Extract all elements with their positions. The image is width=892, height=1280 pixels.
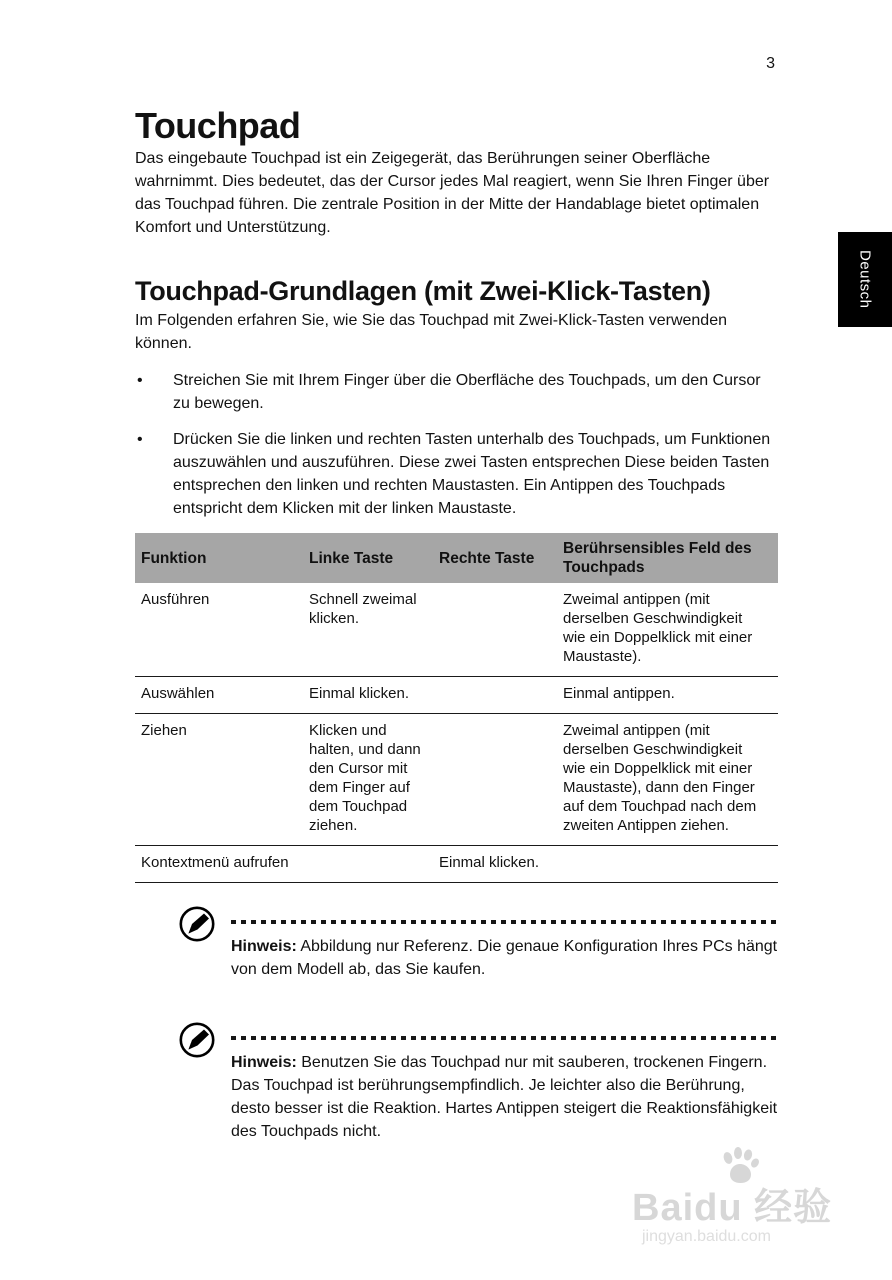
table-header-linke-taste: Linke Taste — [303, 533, 433, 583]
table-cell: Klicken und halten, und dann den Cursor mit dem Finger auf dem Touchpad ziehen. — [303, 714, 433, 846]
bullet-item-text: Drücken Sie die linken und rechten Tasten unterhalb des Touchpads, um Funktionen auszuwählen und auszuführen. Diese zwei Tasten entsprechen Diese beiden Tasten entsprechen den linken und rechten Maustasten. Ein Antippen des Touchpads entspricht dem Klicken mit der linken Maustaste. — [173, 431, 771, 518]
note-block — [135, 905, 778, 997]
table-cell: Kontextmenü aufrufen — [135, 846, 303, 883]
table-row — [135, 677, 778, 714]
table-header-beruehrsensibles-feld: Berührsensibles Feld des Touchpads — [557, 533, 778, 583]
section-intro-paragraph: Im Folgenden erfahren Sie, wie Sie das Touchpad mit Zwei-Klick-Tasten verwenden können. — [135, 312, 727, 353]
table-row — [135, 846, 778, 883]
page-number: 3 — [766, 55, 775, 72]
table-cell — [433, 677, 557, 714]
table-cell: Auswählen — [135, 677, 303, 714]
note-dotted-rule — [231, 920, 778, 924]
table-cell: Einmal klicken. — [433, 846, 557, 883]
language-side-tab — [838, 232, 892, 327]
note-pen-icon — [178, 1021, 216, 1059]
watermark-url: jingyan.baidu.com — [642, 1228, 771, 1245]
watermark — [628, 1146, 878, 1256]
section-heading: Touchpad-Grundlagen (mit Zwei-Klick-Tasten) — [135, 276, 711, 307]
table-cell — [303, 846, 433, 883]
table-cell: Einmal antippen. — [557, 677, 778, 714]
table-header-rechte-taste: Rechte Taste — [433, 533, 557, 583]
table-cell — [433, 583, 557, 677]
table-cell: Zweimal antippen (mit derselben Geschwindigkeit wie ein Doppelklick mit einer Maustaste), dann den Finger auf dem Touchpad nach dem zweiten Antippen ziehen. — [557, 714, 778, 846]
bullet-item — [135, 369, 778, 415]
watermark-brand: Baidu 经验 — [632, 1187, 833, 1229]
table-cell: Schnell zweimal klicken. — [303, 583, 433, 677]
bullet-list — [135, 369, 778, 520]
table-cell: Ausführen — [135, 583, 303, 677]
note-label: Hinweis: — [231, 938, 297, 956]
touchpad-functions-table — [135, 533, 778, 883]
note-text: Hinweis: Benutzen Sie das Touchpad nur mit sauberen, trockenen Fingern. Das Touchpad ist berührungsempfindlich. Je leichter also die Berührung, desto besser ist die Reaktion. Hartes Antippen steigert die Reaktionsfähigkeit des Touchpads nicht. — [231, 1054, 778, 1141]
table-row — [135, 583, 778, 677]
page-content — [135, 0, 778, 1159]
intro-paragraph: Das eingebaute Touchpad ist ein Zeigegerät, das Berührungen seiner Oberfläche wahrnimmt. Dies bedeutet, das der Cursor jedes Mal reagiert, wenn Sie Ihren Finger über das Touchpad führen. Die zentrale Position in der Mitte der Handablage bietet optimalen Komfort und Unterstützung. — [135, 150, 770, 237]
table-cell: Ziehen — [135, 714, 303, 846]
page-title: Touchpad — [135, 105, 301, 146]
bullet-item — [135, 428, 778, 520]
note-pen-icon — [178, 905, 216, 943]
table-header-row — [135, 533, 778, 583]
table-cell — [433, 714, 557, 846]
note-label: Hinweis: — [231, 1054, 297, 1072]
table-row — [135, 714, 778, 846]
table-cell — [557, 846, 778, 883]
table-cell: Zweimal antippen (mit derselben Geschwindigkeit wie ein Doppelklick mit einer Maustaste). — [557, 583, 778, 677]
table-header-funktion: Funktion — [135, 533, 303, 583]
bullet-item-text: Streichen Sie mit Ihrem Finger über die Oberfläche des Touchpads, um den Cursor zu bewegen. — [173, 372, 761, 413]
table-cell: Einmal klicken. — [303, 677, 433, 714]
note-text: Hinweis: Abbildung nur Referenz. Die genaue Konfiguration Ihres PCs hängt von dem Modell ab, das Sie kaufen. — [231, 938, 778, 979]
language-side-tab-label: Deutsch — [856, 250, 874, 309]
note-dotted-rule — [231, 1036, 778, 1040]
note-block — [135, 1021, 778, 1159]
